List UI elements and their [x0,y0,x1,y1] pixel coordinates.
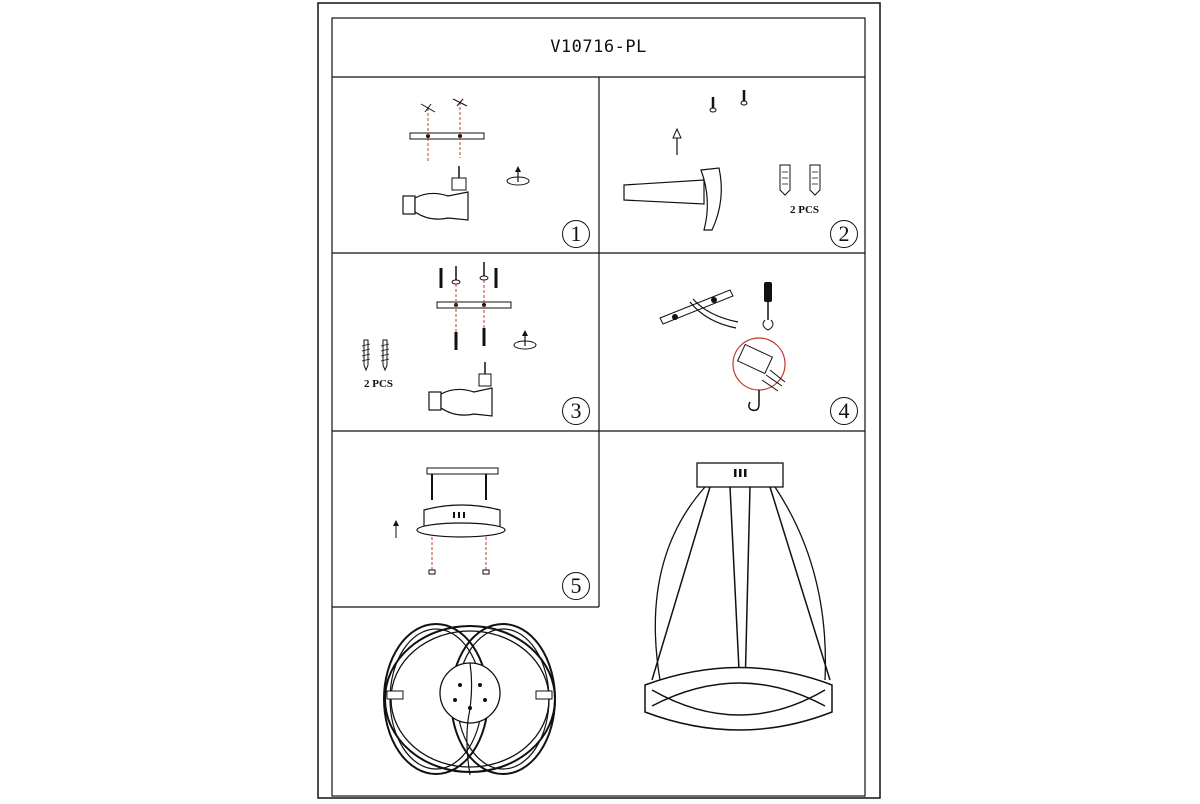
chandelier-ring-icon [384,624,555,775]
screw-icon [480,262,488,280]
anchor-icon [780,165,790,195]
step-3-illustration [362,262,536,416]
drill-icon [429,362,492,416]
document-title: V10716-PL [550,37,647,57]
mounting-bracket-icon [660,290,733,324]
screw-icon [362,340,370,370]
step-2-quantity-label: 2 PCS [790,204,820,216]
screw-icon [741,90,747,105]
mounting-bracket-icon [437,302,511,308]
step-1-illustration [403,99,529,220]
anchor-icon [514,330,536,349]
screwdriver-icon [763,282,773,330]
step-4-number: 4 [830,397,858,425]
mounting-bracket-icon [410,133,484,139]
step-2-number: 2 [830,220,858,248]
screw-icon [710,97,716,112]
step-4-illustration [660,282,785,410]
anchor-icon [507,166,529,185]
screw-icon [381,340,389,370]
chandelier-ring-icon [645,463,832,730]
hammer-icon [624,168,721,230]
hook-icon [749,390,759,410]
mounting-bracket-icon [427,468,498,474]
drill-icon [403,166,468,220]
step-3-quantity-label: 2 PCS [364,378,394,390]
step-5-number: 5 [562,572,590,600]
step-3-number: 3 [562,397,590,425]
anchor-icon [810,165,820,195]
step-1-number: 1 [562,220,590,248]
step-5-illustration [393,468,505,574]
screw-icon [452,266,460,284]
canopy-icon [417,505,505,537]
